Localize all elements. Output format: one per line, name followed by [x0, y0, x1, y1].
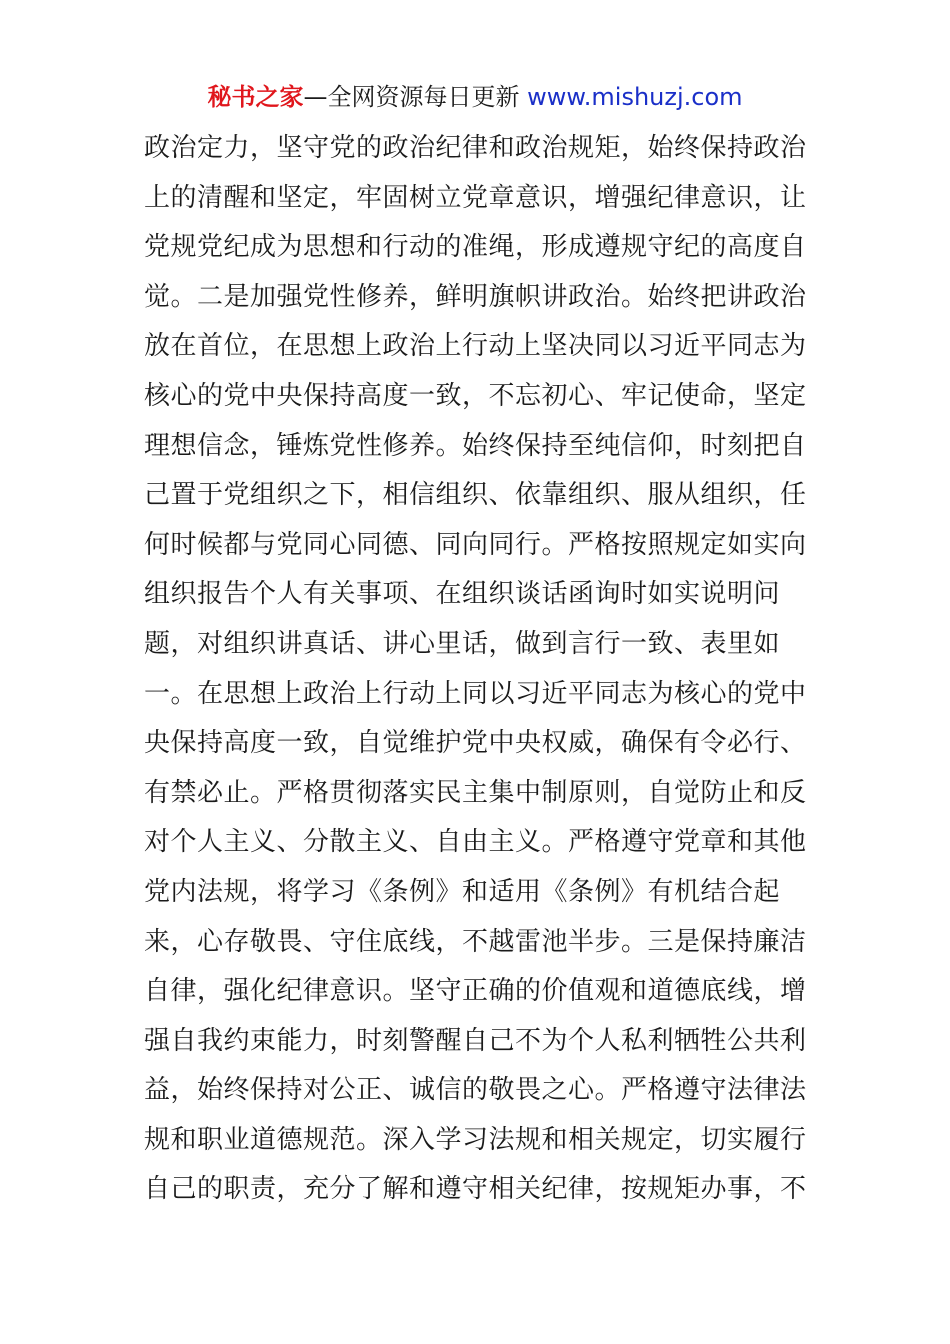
text-line: 规和职业道德规范。深入学习法规和相关规定，切实履行	[144, 1124, 807, 1155]
text-line: 觉。二是加强党性修养，鲜明旗帜讲政治。始终把讲政治	[144, 281, 807, 312]
text-line: 理想信念，锤炼党性修养。始终保持至纯信仰，时刻把自	[144, 430, 807, 461]
site-url-link[interactable]: www.mishuzj.com	[527, 83, 743, 111]
text-line: 央保持高度一致，自觉维护党中央权威，确保有令必行、	[144, 728, 807, 759]
text-line: 己置于党组织之下，相信组织、依靠组织、服从组织，任	[144, 480, 807, 511]
page-header	[0, 80, 950, 114]
text-line: 来，心存敬畏、守住底线，不越雷池半步。三是保持廉洁	[144, 926, 807, 957]
text-line: 题，对组织讲真话、讲心里话，做到言行一致、表里如	[144, 628, 781, 659]
text-line: 组织报告个人有关事项、在组织谈话函询时如实说明问	[144, 579, 781, 610]
text-line: 政治定力，坚守党的政治纪律和政治规矩，始终保持政治	[144, 133, 807, 163]
text-line: 上的清醒和坚定，牢固树立党章意识，增强纪律意识，让	[144, 182, 807, 213]
text-line: 放在首位，在思想上政治上行动上坚决同以习近平同志为	[144, 331, 807, 362]
text-line: 自律，强化纪律意识。坚守正确的价值观和道德底线，增	[144, 976, 807, 1007]
text-line: 对个人主义、分散主义、自由主义。严格遵守党章和其他	[144, 827, 807, 858]
text-line: 强自我约束能力，时刻警醒自己不为个人私利牺牲公共利	[144, 1025, 807, 1056]
text-line: 何时候都与党同心同德、同向同行。严格按照规定如实向	[144, 529, 807, 560]
text-line: 核心的党中央保持高度一致，不忘初心、牢记使命，坚定	[144, 380, 807, 411]
header-tagline: —全网资源每日更新	[303, 83, 520, 111]
document-body	[144, 124, 824, 1215]
text-line: 一。在思想上政治上行动上同以习近平同志为核心的党中	[144, 678, 807, 709]
text-line: 党规党纪成为思想和行动的准绳，形成遵规守纪的高度自	[144, 232, 807, 263]
text-line: 党内法规，将学习《条例》和适用《条例》有机结合起	[144, 876, 781, 907]
text-line: 自己的职责，充分了解和遵守相关纪律，按规矩办事，不	[144, 1174, 807, 1205]
brand-name: 秘书之家	[207, 83, 304, 111]
text-line: 有禁必止。严格贯彻落实民主集中制原则，自觉防止和反	[144, 777, 807, 808]
text-line: 益，始终保持对公正、诚信的敬畏之心。严格遵守法律法	[144, 1075, 807, 1106]
